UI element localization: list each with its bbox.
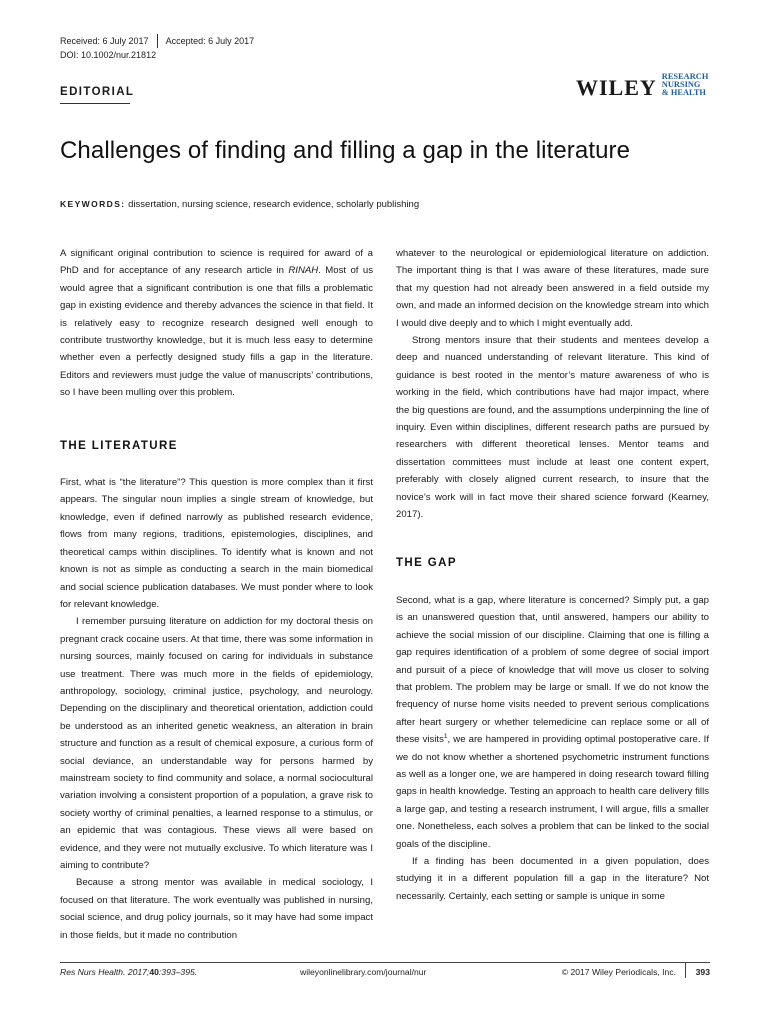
section-rule bbox=[60, 103, 130, 104]
journal-logo-line: RESEARCH bbox=[661, 72, 709, 81]
journal-name: RINAH bbox=[288, 265, 319, 277]
paragraph: If a finding has been documented in a given population, does studying it in a different population fill a gap in the literature? Not necessarily. Certainly, each setting or sample is unique in some bbox=[396, 856, 709, 902]
journal-logo-line: & HEALTH bbox=[661, 88, 706, 98]
publisher-logo bbox=[576, 73, 708, 98]
wiley-wordmark: WILEY bbox=[576, 74, 657, 100]
paragraph: Second, what is a gap, where literature is concerned? Simply put, a gap is an unanswered question that, until answered, hampers our ability to achieve the social mission of our discipline. Claiming that one is filling a gap requires identification of a problem of some degree of social import and pursuit of a piece of knowledge that will move us closer to solving that problem. The problem may be large or small. If we do not know the frequency of nurse home visits needed to prevent serious complications after heart surgery or whether telemedicine can replace some or all of these visits$^1$, we are hampered in providing optimal postoperative care. If we do not know whether a shortened psychometric instrument functions as well as a longer one, we are hampered in doing research toward filling gaps in health knowledge. Testing an approach to health care delivery fills a large gap, and testing a research instrument, I will argue, fills a smaller one. Nonetheless, each solves a problem that can be linked to the social goals of the discipline. bbox=[396, 594, 709, 850]
article-title: Challenges of finding and filling a gap in the literature bbox=[60, 137, 631, 164]
journal-logo bbox=[662, 73, 709, 98]
footer-rule bbox=[60, 962, 710, 963]
heading-gap: THE GAP bbox=[396, 556, 457, 569]
accepted-date: Accepted: 6 July 2017 bbox=[165, 36, 255, 46]
paragraph: whatever to the neurological or epidemiological literature on addiction. The important thing is that I was aware of these literatures, made sure that my question had not already been answered in a field outside my own, and made an informed decision on the knowledge stream into which I would dive deeply and to which I might eventually add. bbox=[396, 248, 709, 329]
journal-url[interactable]: wileyonlinelibrary.com/journal/nur bbox=[300, 967, 427, 977]
heading-literature: THE LITERATURE bbox=[60, 439, 178, 452]
left-column bbox=[60, 245, 373, 944]
article-dates bbox=[60, 34, 254, 62]
journal-logo-line: NURSING bbox=[661, 80, 701, 90]
citation: Res Nurs Health. 2017;40:393–395. bbox=[60, 967, 198, 977]
paragraph: First, what is “the literature”? This question is more complex than it first appears. The singular noun implies a single stream of knowledge, but knowledge, even if defined narrowly as published research evidence, flows from many regions, traditions, epistemologies, disciplines, and theoretical camps within disciplines. To identify what is known and not known is not as simple as conducting a search in the main biomedical and social science publication databases. We must ponder where to look for relevant knowledge. bbox=[60, 477, 373, 610]
keywords bbox=[60, 199, 419, 210]
keywords-list: dissertation, nursing science, research evidence, scholarly publishing bbox=[128, 199, 420, 210]
copyright: © 2017 Wiley Periodicals, Inc. bbox=[561, 967, 676, 977]
date-separator bbox=[157, 34, 158, 48]
footer-separator bbox=[685, 962, 686, 978]
page-number: 393 bbox=[695, 967, 710, 977]
paragraph: Strong mentors insure that their students and mentees develop a deep and nuanced understanding of relevant literature. This kind of guidance is best rooted in the mentor’s mature awareness of who is working in the field, which contributions have had major impact, where the big questions are found, and the assumptions underpinning the line of inquiry. Even within disciplines, different research paths are pursued by researchers with different theoretical lenses. Mentor teams and dissertation committees must include at least one content expert, preferably with closely aligned current research, to insure that the novice’s work will in fact move their shared science forward (Kearney, 2017). bbox=[396, 335, 709, 521]
right-column bbox=[396, 245, 709, 905]
section-label: EDITORIAL bbox=[60, 86, 135, 98]
footnote-marker[interactable]: 1 bbox=[443, 732, 448, 740]
keywords-label: KEYWORDS: bbox=[60, 199, 126, 209]
intro-paragraph: A significant original contribution to science is required for award of a PhD and for acceptance of any research article in RINAH. Most of us would agree that a significant contribution is one that fills a problematic gap in existing evidence and thereby advances the science in that field. It is relatively easy to recognize research designed well enough to contribute trustworthy knowledge, but it is much less easy to determine whether even a perfectly designed study fills a gap in the literature. Editors and reviewers must judge the value of manuscripts’ contributions, so I have been mulling over this problem. bbox=[60, 248, 373, 399]
received-date: Received: 6 July 2017 bbox=[60, 36, 149, 46]
doi: DOI: 10.1002/nur.21812 bbox=[60, 50, 157, 60]
paragraph: Because a strong mentor was available in medical sociology, I focused on that literature. The work eventually was published in nursing, social science, and drug policy journals, so it may have had some impact in those fields, but it made no contribution bbox=[60, 877, 373, 941]
paragraph: I remember pursuing literature on addiction for my doctoral thesis on pregnant crack cocaine users. At that time, there was some information in nursing sources, mainly focused on caring for individuals in substance use treatment. There was much more in the fields of epidemiology, anthropology, sociology, criminal justice, psychology, and neurology. Depending on the disciplinary and theoretical orientation, addiction could be understood as an inherited genetic weakness, an alteration in brain structure and function as a result of chemical exposure, a curious form of social deviance, an understandable way for persons harmed by mainstream society to find community and solace, a normal sociocultural variation involving a consistent proportion of a population, a grave risk to society worthy of criminal penalties, a learned response to a stimulus, or an epidemic that was contagious. These views all were based on evidence, and they were not mutually exclusive. To which literature was I aiming to contribute? bbox=[60, 616, 373, 871]
